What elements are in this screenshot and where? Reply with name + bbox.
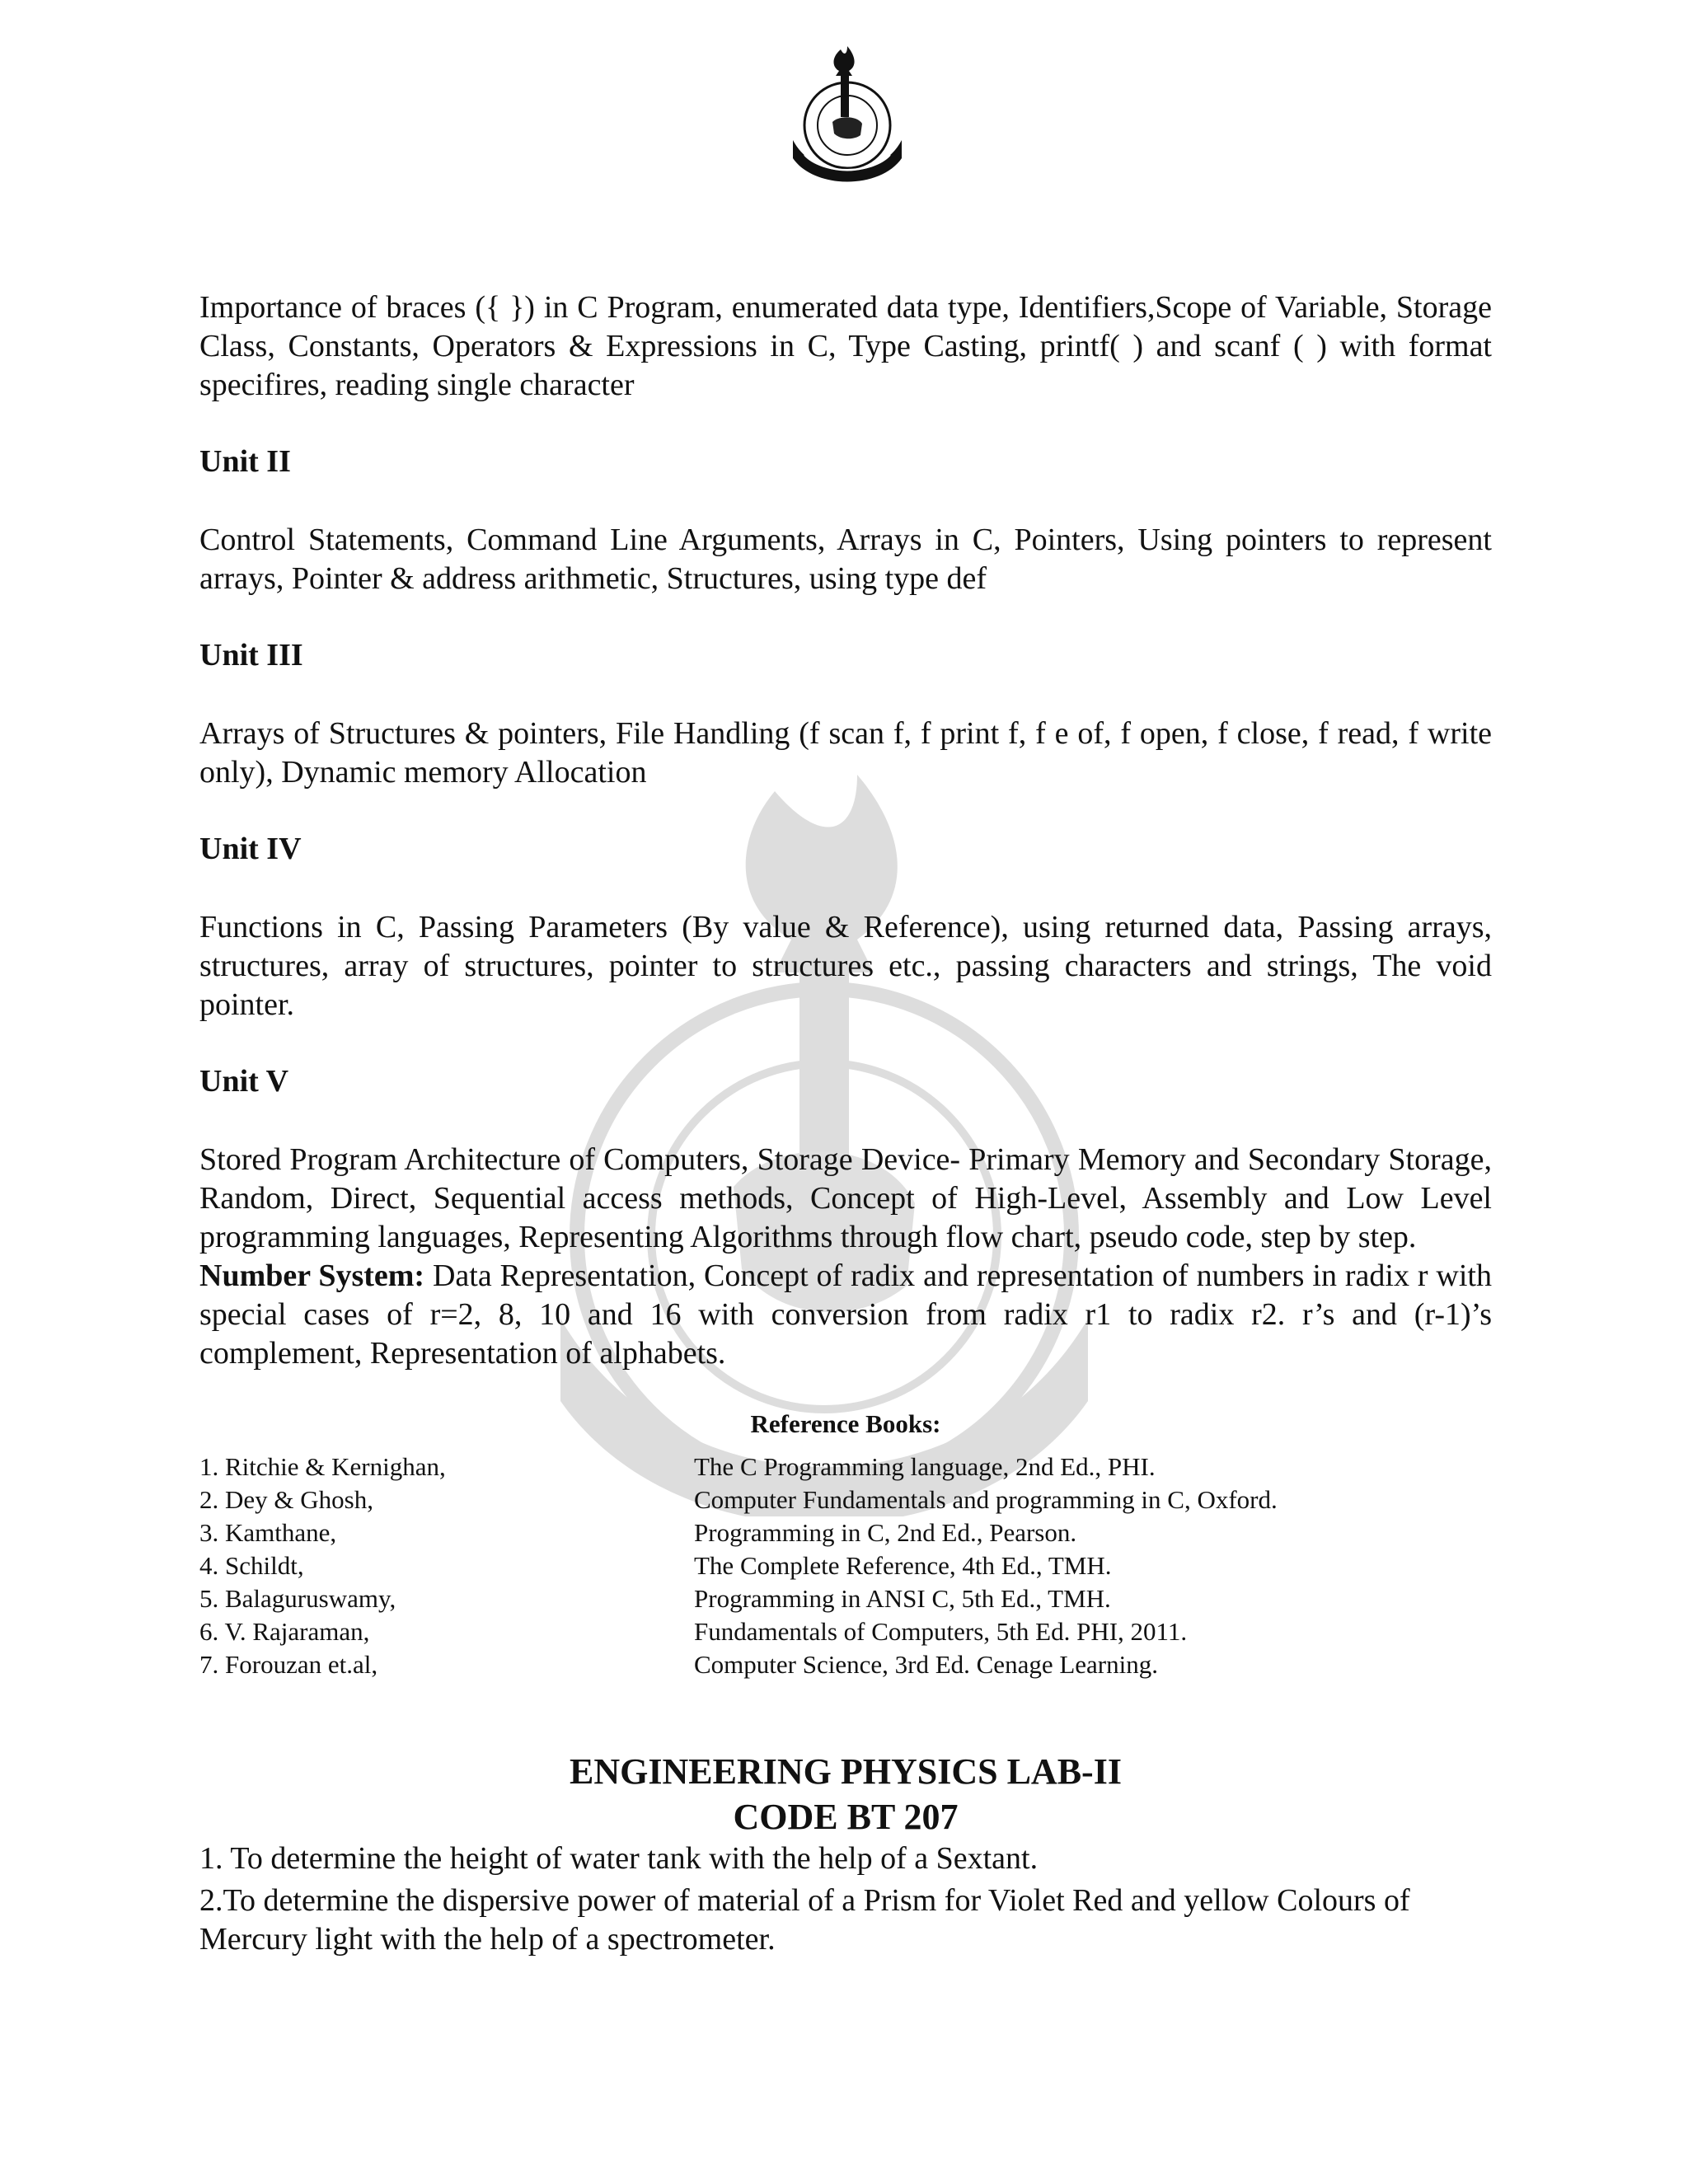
unit-ii-heading: Unit II: [199, 444, 291, 479]
reference-book: The Complete Reference, 4th Ed., TMH.: [694, 1551, 1112, 1580]
reference-author: 7. Forouzan et.al,: [199, 1650, 378, 1679]
lab-title: ENGINEERING PHYSICS LAB-II: [570, 1751, 1122, 1792]
reference-author: 5. Balaguruswamy,: [199, 1584, 396, 1613]
unit-v-text: Stored Program Architecture of Computers, Storage Device- Primary Memory and Secondary Storage, Random, Direct, Sequential access methods, Concept of High-Level, Assembly and Low Level programming languages, Representing Algorithms through flow chart, pseudo code, step by step.: [199, 1142, 1492, 1254]
number-system-paragraph: [199, 1257, 1492, 1373]
lab-code: CODE BT 207: [733, 1797, 959, 1837]
unit-v-heading: Unit V: [199, 1064, 289, 1099]
number-system-text: Data Representation, Concept of radix and representation of numbers in radix r with special cases of r=2, 8, 10 and 16 with conversion from radix r1 to radix r2. r’s and (r-1)’s complement, Representation of alphabets.: [199, 1258, 1492, 1371]
reference-book: Computer Science, 3rd Ed. Cenage Learning.: [694, 1650, 1158, 1679]
unit-iv-heading: Unit IV: [199, 832, 302, 866]
unit-iv-text: Functions in C, Passing Parameters (By value & Reference), using returned data, Passing arrays, structures, array of structures, pointer to structures etc., passing characters and strings, The void pointer.: [199, 910, 1492, 1022]
reference-book: Programming in ANSI C, 5th Ed., TMH.: [694, 1584, 1111, 1613]
reference-author: 3. Kamthane,: [199, 1518, 337, 1547]
reference-row: [199, 1549, 1492, 1582]
university-seal-logo: [781, 43, 913, 183]
reference-row: [199, 1483, 1492, 1516]
unit-iii-heading: Unit III: [199, 638, 303, 673]
reference-author: 6. V. Rajaraman,: [199, 1617, 370, 1646]
reference-row: [199, 1648, 1492, 1681]
reference-book: Programming in C, 2nd Ed., Pearson.: [694, 1518, 1077, 1547]
number-system-label: Number System:: [199, 1258, 425, 1293]
intro-paragraph: Importance of braces ({ }) in C Program, enumerated data type, Identifiers,Scope of Variable, Storage Class, Constants, Operators & Expressions in C, Type Casting, printf( ) and scanf ( ) with format specifires, reading single character: [199, 290, 1492, 402]
reference-book: Fundamentals of Computers, 5th Ed. PHI, 2011.: [694, 1617, 1188, 1646]
lab-experiment-item: 1. To determine the height of water tank with the help of a Sextant.: [199, 1841, 1039, 1876]
reference-row: [199, 1451, 1492, 1483]
reference-books-title: Reference Books:: [750, 1409, 941, 1438]
reference-author: 4. Schildt,: [199, 1551, 304, 1580]
reference-books-table: [199, 1451, 1492, 1681]
reference-author: 2. Dey & Ghosh,: [199, 1485, 373, 1514]
syllabus-content: [199, 288, 1492, 1959]
reference-author: 1. Ritchie & Kernighan,: [199, 1452, 446, 1481]
reference-row: [199, 1615, 1492, 1648]
unit-iii-text: Arrays of Structures & pointers, File Handling (f scan f, f print f, f e of, f open, f close, f read, f write only), Dynamic memory Allocation: [199, 716, 1492, 790]
reference-row: [199, 1582, 1492, 1615]
reference-book: Computer Fundamentals and programming in C, Oxford.: [694, 1485, 1278, 1514]
reference-book: The C Programming language, 2nd Ed., PHI.: [694, 1452, 1156, 1481]
reference-row: [199, 1516, 1492, 1549]
unit-ii-text: Control Statements, Command Line Arguments, Arrays in C, Pointers, Using pointers to represent arrays, Pointer & address arithmetic, Structures, using type def: [199, 523, 1492, 596]
lab-experiment-item: 2.To determine the dispersive power of material of a Prism for Violet Red and yellow Colours of Mercury light with the help of a spectrometer.: [199, 1883, 1410, 1957]
